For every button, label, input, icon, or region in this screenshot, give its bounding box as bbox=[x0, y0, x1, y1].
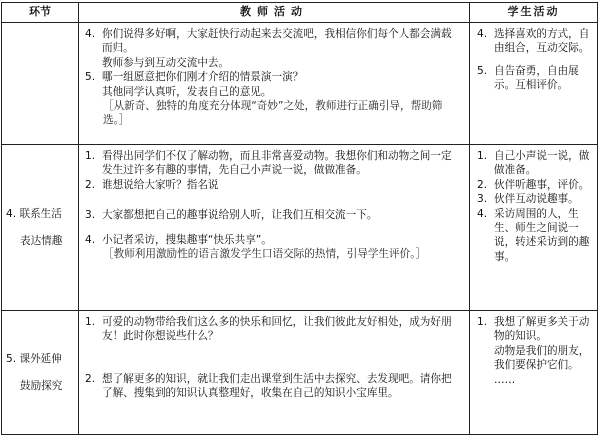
list-item: 2. 伙伴听趣事，评价。 bbox=[477, 178, 590, 191]
list-item: 2. 想了解更多的知识，就让我们走出课堂到生活中去探究、去发现吧。请你把了解、搜集到的知识认真整理好，收集在自己的知识小宝库里。 bbox=[85, 372, 452, 400]
student-activity-cell bbox=[470, 23, 598, 145]
teacher-note: ［教师利用激励性的语言激发学生口语交际的热情，引导学生评价。］ bbox=[103, 248, 427, 261]
stage-number: 5. bbox=[6, 353, 17, 366]
list-item: …… bbox=[494, 373, 516, 386]
header-row bbox=[2, 3, 598, 23]
list-item: 4. 你们说得多好啊，大家赶快行动起来去交流吧，我相信你们每个人都会满载而归。 bbox=[85, 28, 452, 55]
stage-title-line2: 表达情趣 bbox=[20, 234, 63, 247]
teacher-note: ［从新奇、独特的角度充分体现“奇妙”之处，教师进行正确引导，帮助筛选。］ bbox=[103, 100, 443, 127]
list-item: 1. 可爱的动物带给我们这么多的快乐和回忆，让我们彼此友好相处，成为好朋友！此时你想说些什么？ bbox=[85, 316, 452, 343]
table-row bbox=[2, 23, 598, 145]
list-item: 教师参与到互动交流中去。 bbox=[102, 56, 230, 69]
list-item: 4. 选择喜欢的方式，自由组合，互动交际。 bbox=[477, 28, 590, 55]
list-item: 1. 我想了解更多关于动物的知识。 bbox=[477, 316, 590, 343]
header-stage: 环节 bbox=[2, 3, 79, 23]
stage-cell bbox=[2, 145, 79, 311]
stage-title-line1: 联系生活 bbox=[19, 208, 62, 221]
student-activity-cell bbox=[470, 145, 598, 311]
header-teacher-activity: 教师活动 bbox=[79, 3, 470, 23]
list-item: 1. 看得出同学们不仅了解动物，而且非常喜爱动物。我想你们和动物之间一定发生过许多有趣的事情，先自己小声说一说，做做准备。 bbox=[85, 150, 452, 177]
list-item: 3. 大家都想把自己的趣事说给别人听，让我们互相交流一下。 bbox=[85, 209, 378, 222]
list-item: 2. 谁想说给大家听？指名说 bbox=[85, 178, 219, 191]
list-item: 5. 自告奋勇，自由展示。互相评价。 bbox=[477, 64, 579, 92]
teacher-activity-cell bbox=[79, 145, 470, 311]
student-activity-cell bbox=[470, 311, 598, 435]
list-item: 4. 采访周围的人，生生、师生之间说一说，转述采访到的趣事。 bbox=[477, 207, 590, 263]
list-item: 1. 自己小声说一说，做做准备。 bbox=[477, 150, 590, 177]
list-item: 4. 小记者采访，搜集趣事“快乐共享”。 bbox=[85, 233, 272, 246]
stage-title-line2: 鼓励探究 bbox=[20, 379, 63, 392]
list-item: 3. 伙伴互动说趣事。 bbox=[477, 193, 579, 206]
table-row bbox=[2, 311, 598, 435]
teacher-activity-cell bbox=[79, 23, 470, 145]
table-row bbox=[2, 145, 598, 311]
teacher-activity-cell bbox=[79, 311, 470, 435]
list-item: 动物是我们的朋友，我们要保护它们。 bbox=[494, 344, 590, 372]
list-item: 5. 哪一组愿意把你们刚才介绍的情景演一演？ bbox=[85, 71, 304, 84]
lesson-plan-table bbox=[1, 2, 598, 435]
list-item: 其他同学认真听，发表自己的意见。 bbox=[102, 85, 272, 98]
stage-cell bbox=[2, 311, 79, 435]
stage-title-line1: 课外延伸 bbox=[19, 353, 62, 366]
stage-number: 4. bbox=[6, 208, 17, 221]
stage-cell bbox=[2, 23, 79, 145]
header-student-activity: 学生活动 bbox=[470, 3, 598, 23]
